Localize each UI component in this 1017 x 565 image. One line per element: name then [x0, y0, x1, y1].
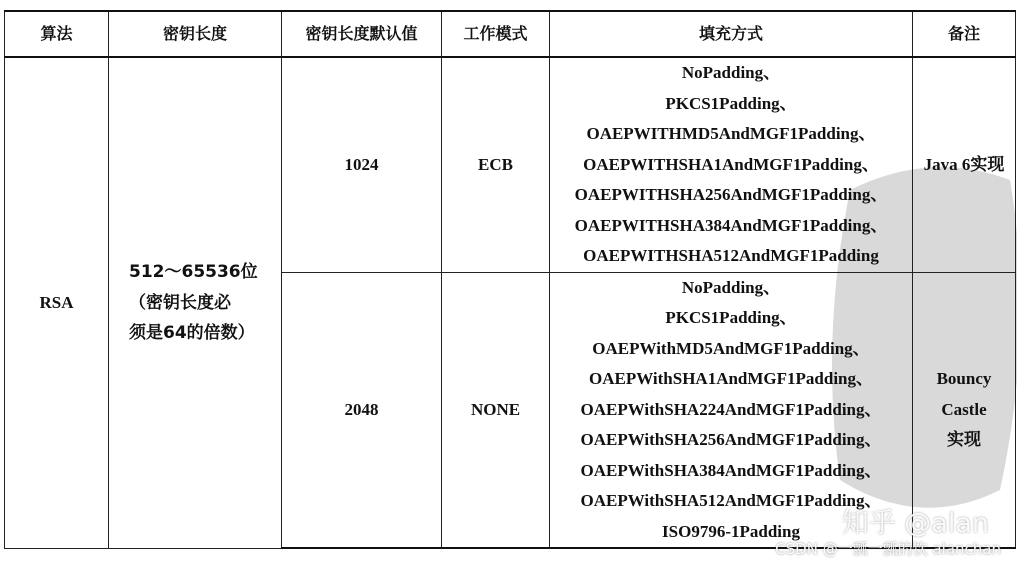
padding-item: PKCS1Padding、: [665, 308, 797, 327]
padding-item: OAEPWITHSHA256AndMGF1Padding、: [574, 185, 888, 204]
header-note: 备注: [913, 11, 1016, 57]
header-default-key-length: 密钥长度默认值: [282, 11, 442, 57]
key-length-line: （密钥长度必: [129, 292, 231, 313]
work-mode-cell: ECB: [442, 57, 550, 272]
header-work-mode: 工作模式: [442, 11, 550, 57]
zhihu-watermark: 知乎 @alan: [841, 508, 989, 539]
rsa-algorithm-table: [4, 10, 1016, 549]
note-line: Java 6实现: [923, 154, 1005, 174]
note-cell: [913, 57, 1016, 272]
padding-item: OAEPWithSHA224AndMGF1Padding、: [580, 399, 882, 419]
padding-item: ISO9796-1Padding: [662, 521, 800, 541]
padding-item: OAEPWithSHA256AndMGF1Padding、: [580, 430, 882, 449]
padding-item: OAEPWithMD5AndMGF1Padding、: [592, 338, 870, 358]
csdn-watermark: CSDN @一瓢一瓢的饮 alanchan: [775, 540, 1001, 558]
padding-item: OAEPWITHMD5AndMGF1Padding、: [586, 124, 876, 143]
padding-item: NoPadding、: [681, 277, 781, 297]
default-key-length-cell: 1024: [282, 57, 442, 272]
padding-item: OAEPWITHSHA1AndMGF1Padding、: [583, 154, 879, 174]
padding-item: PKCS1Padding、: [665, 93, 797, 113]
padding-item: OAEPWithSHA384AndMGF1Padding、: [580, 460, 882, 480]
note-line: Bouncy: [936, 369, 992, 388]
header-padding: 填充方式: [550, 11, 913, 57]
default-key-length-cell: 2048: [282, 272, 442, 548]
key-length-cell: [109, 57, 282, 548]
header-algorithm: 算法: [5, 11, 109, 57]
padding-item: OAEPWITHSHA384AndMGF1Padding、: [574, 215, 888, 235]
key-length-line: 须是64的倍数）: [129, 323, 255, 343]
table-row: [5, 57, 1016, 272]
padding-cell: [550, 57, 913, 272]
key-length-line: 512～65536位: [129, 262, 258, 282]
note-line: 实现: [947, 430, 981, 449]
padding-item: OAEPWithSHA512AndMGF1Padding、: [580, 491, 882, 510]
padding-item: OAEPWithSHA1AndMGF1Padding、: [588, 369, 874, 388]
padding-item: OAEPWITHSHA512AndMGF1Padding: [583, 246, 879, 265]
note-line: Castle: [941, 399, 987, 419]
table-header-row: [5, 11, 1016, 57]
algorithm-cell: RSA: [5, 57, 109, 548]
work-mode-cell: NONE: [442, 272, 550, 548]
header-key-length: 密钥长度: [109, 11, 282, 57]
padding-item: NoPadding、: [681, 63, 781, 82]
